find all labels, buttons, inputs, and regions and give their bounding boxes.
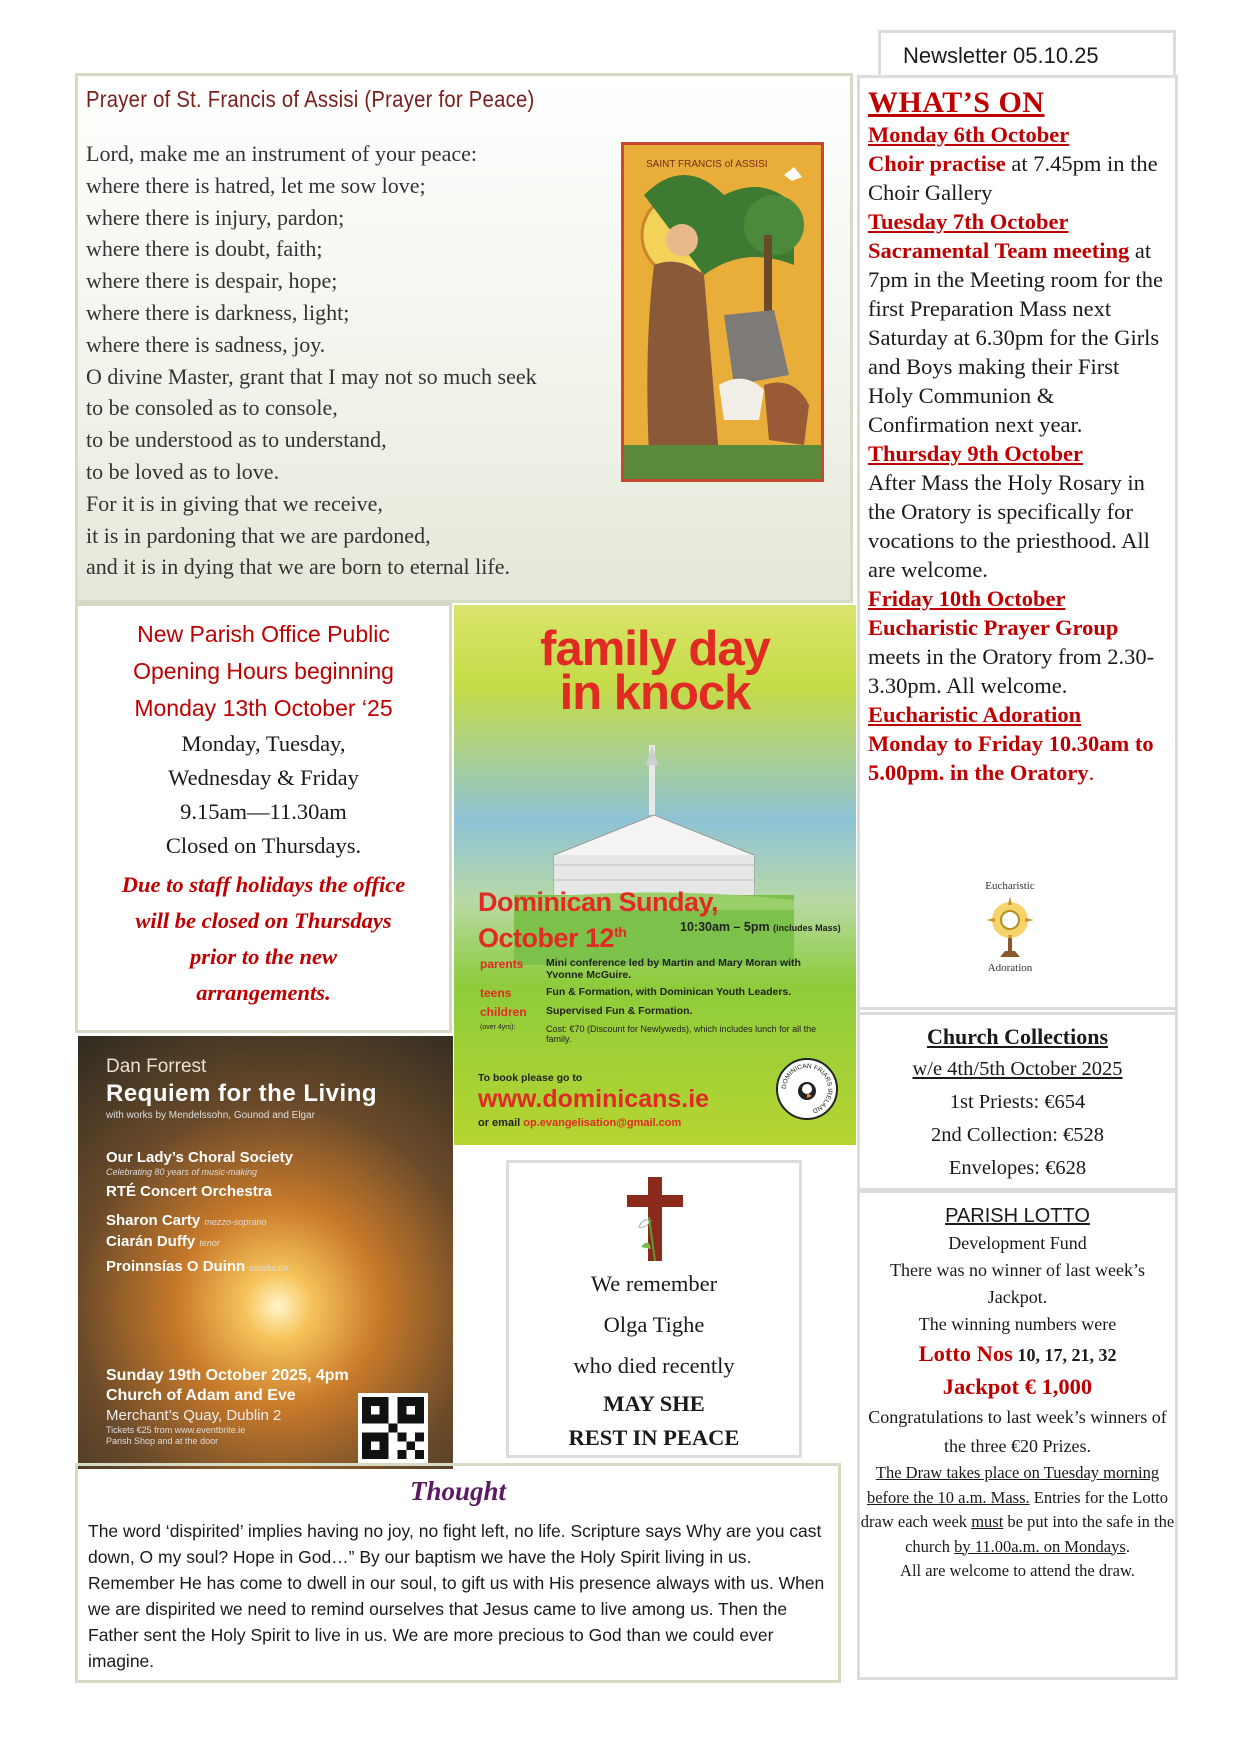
rest-in-peace-line: REST IN PEACE — [568, 1425, 740, 1450]
family-day-title — [454, 622, 856, 720]
prayer-line: to be loved as to love. — [86, 458, 280, 484]
programme-text: Supervised Fun & Formation. — [546, 1005, 693, 1017]
event-name: Sacramental Team meeting — [868, 238, 1130, 263]
concert-venue: Church of Adam and Eve — [106, 1387, 296, 1404]
booking-email[interactable] — [478, 1117, 681, 1129]
concert-tickets — [106, 1425, 245, 1447]
programme-row — [480, 986, 840, 1000]
lotto-draw-time: The Draw takes place on Tuesday morning before the 10 a.m. Mass. — [866, 1463, 1160, 1507]
office-times: 9.15am—11.30am — [180, 799, 347, 824]
adoration-times: Monday to Friday 10.30am to 5.00pm. in the Oratory — [868, 731, 1154, 785]
prayer-line: to be consoled as to console, — [86, 395, 338, 421]
lotto-welcome: All are welcome to attend the draw. — [900, 1561, 1135, 1580]
office-holiday-note — [78, 867, 449, 1011]
thought-body: The word ‘dispirited’ implies having no joy, no fight left, no life. Scripture says Why are you cast down, O my soul? Hope in God…” By our baptism we have the Holy Spirit living in us. Remember He has come to dwell in our soul, to gift us with His presence always with us. When we are dispirited we need to remind ourselves that Jesus came to live among us. Then the Father sent the Holy Spirit to live in us. We are more precious to God than we could ever imagine. — [88, 1521, 825, 1671]
friars-badge-text: DOMINICAN FRIARS IRELAND — [780, 1062, 834, 1115]
performer-role: conductor — [249, 1263, 289, 1273]
event-date-thursday: Thursday 9th October — [868, 441, 1084, 466]
newsletter-date-tab: Newsletter 05.10.25 — [878, 30, 1176, 78]
prayer-line: it is in pardoning that we are pardoned, — [86, 522, 431, 548]
event-thursday: After Mass the Holy Rosary in the Oratory is specifically for vocations to the priesthood. All are welcome. — [868, 470, 1150, 582]
performer-name: Sharon Carty — [106, 1212, 201, 1229]
dominican-friars-logo — [776, 1058, 838, 1120]
prayer-line: Lord, make me an instrument of your peace: — [86, 141, 477, 166]
performer — [106, 1211, 293, 1232]
prayer-line: O divine Master, grant that I may not so much seek — [86, 363, 537, 389]
programme-text: Mini conference led by Martin and Mary Moran with Yvonne McGuire. — [546, 957, 801, 981]
prayer-line: to be understood as to understand, — [86, 427, 387, 453]
eucharistic-adoration-image — [975, 875, 1045, 975]
lotto-draw-info — [860, 1461, 1175, 1559]
children-age-note: (over 4yrs): — [480, 1024, 516, 1031]
performer-role: mezzo-soprano — [204, 1217, 267, 1227]
office-note-line: prior to the new — [190, 944, 337, 969]
remembrance-text — [509, 1263, 799, 1386]
lotto-content — [860, 1203, 1175, 1583]
monstrance-icon — [986, 896, 1034, 957]
collections-week: w/e 4th/5th October 2025 — [912, 1058, 1123, 1080]
adoration-image-bottom-text: Adoration — [987, 962, 1033, 974]
event-date-tuesday: Tuesday 7th October — [868, 209, 1069, 234]
concert-date-venue — [106, 1366, 349, 1406]
programme-row — [480, 1024, 840, 1044]
family-day-title-line: family day — [540, 622, 770, 676]
concert-orchestra: RTÉ Concert Orchestra — [106, 1183, 272, 1200]
lotto-numbers-label: Lotto Nos — [918, 1341, 1013, 1366]
family-day-poster — [454, 605, 856, 1145]
prayer-line: where there is despair, hope; — [86, 268, 338, 294]
office-closed: Closed on Thursdays. — [165, 833, 362, 858]
collections-title: Church Collections — [926, 1024, 1109, 1049]
church-collections-box — [857, 1007, 1178, 1191]
dominican-sunday-day: October 12 — [478, 923, 615, 953]
whats-on-title: WHAT’S ON — [868, 86, 1045, 119]
booking-text: To book please go to — [478, 1072, 583, 1084]
lotto-fund: Development Fund — [948, 1233, 1087, 1253]
programme-label: teens — [480, 986, 512, 1000]
prayer-line: where there is hatred, let me sow love; — [86, 172, 426, 198]
concert-choir: Our Lady’s Choral Society — [106, 1149, 293, 1166]
lotto-congrats: Congratulations to last week’s winners of the three €20 Prizes. — [868, 1407, 1167, 1456]
performer — [106, 1232, 293, 1253]
lotto-title: PARISH LOTTO — [945, 1205, 1090, 1227]
lotto-draw-must: must — [971, 1512, 1004, 1531]
prayer-line: where there is doubt, faith; — [86, 236, 323, 262]
collection-second: 2nd Collection: €528 — [930, 1124, 1105, 1146]
office-hours-content — [78, 616, 449, 1011]
family-day-time — [680, 920, 841, 934]
programme-label: parents — [480, 957, 524, 971]
event-details: meets in the Oratory from 2.30-3.30pm. All welcome. — [868, 644, 1155, 698]
event-friday — [868, 613, 1168, 700]
event-details: at 7.45pm in the Choir Gallery — [868, 151, 1158, 205]
office-days: Wednesday & Friday — [168, 765, 359, 790]
office-heading-line: New Parish Office Public — [137, 621, 390, 647]
event-name: Eucharistic Prayer Group — [868, 615, 1119, 640]
dominican-sunday-line: Dominican Sunday, — [478, 887, 719, 917]
remembrance-name: Olga Tighe — [603, 1312, 705, 1337]
family-day-programme — [480, 957, 840, 1049]
prayer-line: where there is darkness, light; — [86, 299, 350, 325]
programme-row — [480, 957, 840, 981]
cross-icon — [621, 1177, 687, 1261]
concert-performers — [106, 1148, 293, 1278]
office-heading-line: Opening Hours beginning — [133, 658, 394, 684]
booking-link[interactable]: www.dominicans.ie — [478, 1085, 710, 1113]
family-day-hours: 10:30am – 5pm — [680, 920, 770, 934]
thought-box — [75, 1463, 841, 1683]
collection-envelopes: Envelopes: €628 — [948, 1157, 1087, 1179]
office-note-line: will be closed on Thursdays — [135, 908, 392, 933]
remembrance-box — [506, 1160, 802, 1458]
adoration-title: Eucharistic Adoration — [868, 702, 1082, 727]
prayer-line: For it is in giving that we receive, — [86, 490, 383, 516]
concert-composer: Dan Forrest — [106, 1056, 207, 1077]
adoration-image-top-text: Eucharistic — [985, 880, 1035, 892]
family-day-cost: Cost: €70 (Discount for Newlyweds), which includes lunch for all the family. — [546, 1024, 817, 1044]
lotto-no-winner: There was no winner of last week’s Jackpot. — [890, 1260, 1145, 1307]
prayer-line: where there is sadness, joy. — [86, 331, 326, 357]
concert-tickets-line: Tickets €25 from www.eventbrite.ie — [106, 1425, 246, 1435]
rest-in-peace-text — [509, 1387, 799, 1455]
lotto-draw-text: Entries for the Lotto draw each week — [860, 1487, 1169, 1531]
office-days: Monday, Tuesday, — [181, 731, 346, 756]
rest-in-peace-line: MAY SHE — [603, 1391, 705, 1416]
booking-email-address[interactable]: op.evangelisation@gmail.com — [523, 1117, 682, 1129]
prayer-line: where there is injury, pardon; — [86, 204, 345, 230]
dominican-sunday-ordinal: th — [614, 924, 627, 940]
office-heading-line: Monday 13th October ‘25 — [134, 695, 393, 721]
adoration-details — [868, 729, 1168, 787]
concert-date: Sunday 19th October 2025, 4pm — [106, 1367, 349, 1384]
performer-name: Proinnsías O Duinn — [106, 1258, 246, 1275]
lotto-draw-period: . — [1125, 1536, 1130, 1556]
programme-label: children — [480, 1005, 527, 1019]
lotto-draw-text: be put into the safe in the church — [905, 1512, 1175, 1556]
event-date-friday: Friday 10th October — [868, 586, 1066, 611]
parish-lotto-box — [857, 1190, 1178, 1680]
event-details: at 7pm in the Meeting room for the first Preparation Mass next Saturday at 6.30pm for the Girls and Boys making their First Holy Communion & Confirmation next year. — [868, 238, 1163, 437]
adoration-period: . — [1088, 760, 1095, 785]
office-heading — [78, 616, 449, 727]
lotto-jackpot: Jackpot € 1,000 — [942, 1374, 1093, 1399]
booking-email-prefix: or email — [478, 1117, 524, 1129]
concert-choir-note: Celebrating 80 years of music-making — [106, 1167, 258, 1177]
event-name: Choir practise — [868, 151, 1006, 176]
performer-role: tenor — [199, 1238, 220, 1248]
concert-address: Merchant’s Quay, Dublin 2 — [106, 1407, 282, 1424]
family-day-time-note: (includes Mass) — [773, 923, 841, 933]
event-date-monday: Monday 6th October — [868, 122, 1070, 147]
performer — [106, 1257, 293, 1278]
concert-works: with works by Mendelssohn, Gounod and Elgar — [106, 1110, 316, 1121]
whats-on-content — [868, 86, 1168, 787]
lotto-numbers — [860, 1338, 1175, 1371]
event-tuesday — [868, 236, 1168, 439]
prayer-box — [75, 73, 853, 603]
icon-caption: SAINT FRANCIS of ASSISI — [646, 159, 768, 170]
prayer-title: Prayer of St. Francis of Assisi (Prayer for Peace) — [86, 86, 535, 112]
remembrance-line: We remember — [590, 1271, 718, 1296]
lotto-numbers-values: 10, 17, 21, 32 — [1012, 1345, 1117, 1365]
family-day-title-line: in knock — [559, 666, 751, 720]
qr-code-icon[interactable] — [358, 1393, 428, 1463]
prayer-text — [86, 138, 537, 583]
programme-text: Fun & Formation, with Dominican Youth Leaders. — [546, 986, 792, 998]
office-note-line: Due to staff holidays the office — [121, 872, 406, 897]
collection-first: 1st Priests: €654 — [949, 1091, 1086, 1113]
prayer-line: and it is in dying that we are born to eternal life. — [86, 554, 510, 580]
remembrance-line: who died recently — [573, 1353, 735, 1378]
concert-tickets-line: Parish Shop and at the door — [106, 1436, 219, 1446]
collections-content — [860, 1020, 1175, 1185]
lotto-winning-text: The winning numbers were — [918, 1314, 1117, 1334]
thought-title: Thought — [409, 1476, 507, 1506]
concert-title: Requiem for the Living — [106, 1080, 378, 1107]
whats-on-column — [857, 75, 1178, 1015]
lotto-draw-deadline: by 11.00a.m. on Mondays — [954, 1536, 1126, 1556]
saint-francis-icon-image — [621, 142, 824, 482]
requiem-concert-poster — [78, 1036, 453, 1469]
programme-row — [480, 1005, 840, 1019]
parish-office-box — [75, 603, 452, 1033]
performer-name: Ciarán Duffy — [106, 1233, 196, 1250]
office-note-line: arrangements. — [196, 980, 331, 1005]
event-monday — [868, 149, 1168, 207]
